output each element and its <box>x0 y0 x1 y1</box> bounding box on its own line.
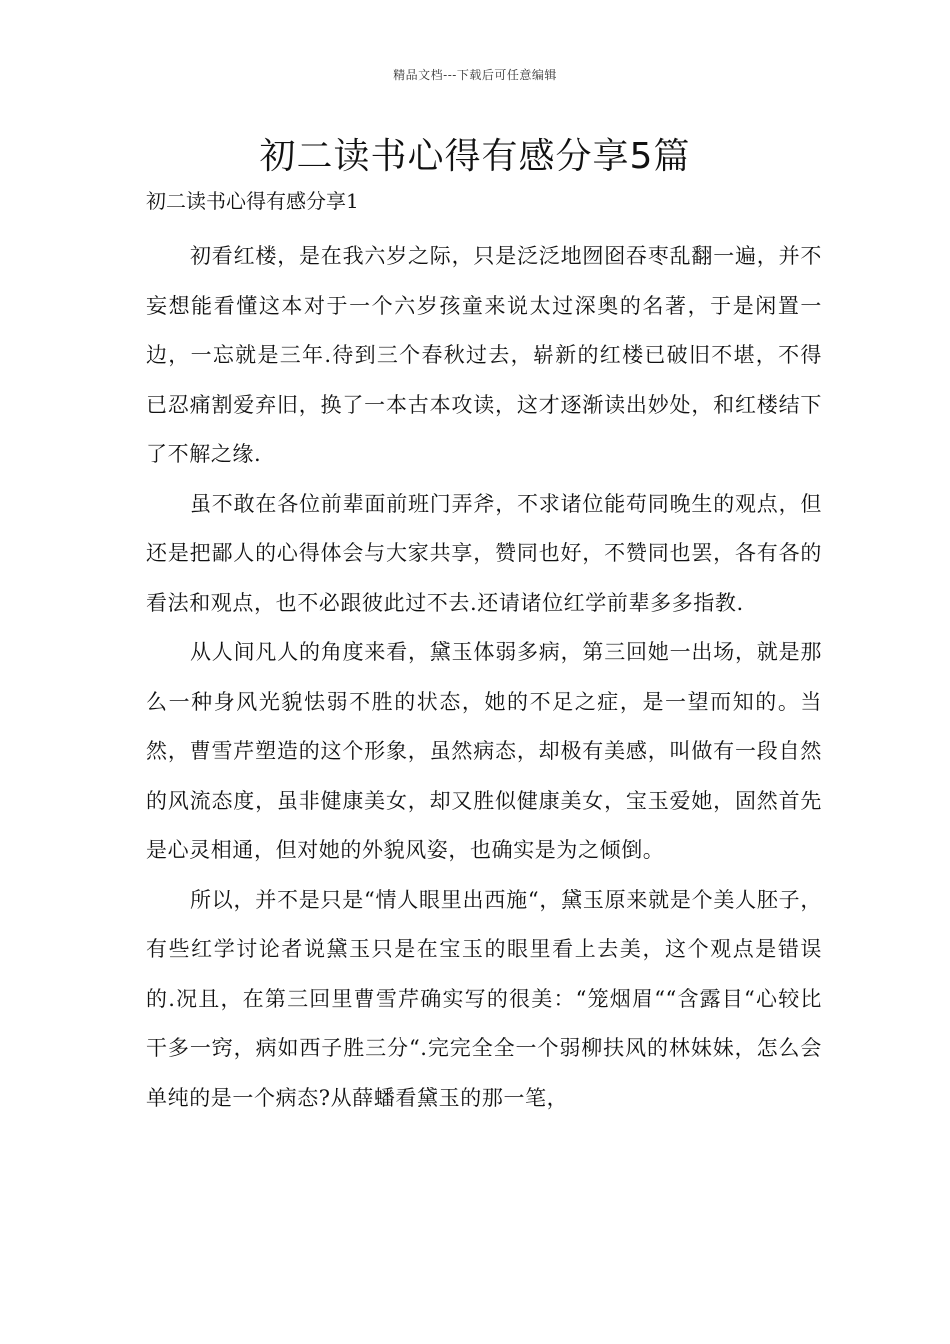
paragraph: 初看红楼，是在我六岁之际，只是泛泛地囫囵吞枣乱翻一遍，并不妄想能看懂这本对于一个六岁孩童来说太过深奥的名著，于是闲置一边，一忘就是三年.待到三个春秋过去，崭新的红楼已破旧不堪，不得已忍痛割爱弃旧，换了一本古本攻读，这才逐渐读出妙处，和红楼结下了不解之缘. <box>146 244 822 466</box>
section-heading: 初二读书心得有感分享1 <box>146 189 359 213</box>
header-note: 精品文档---下载后可任意编辑 <box>393 68 557 82</box>
paragraph: 所以，并不是只是“情人眼里出西施“，黛玉原来就是个美人胚子，有些红学讨论者说黛玉只是在宝玉的眼里看上去美，这个观点是错误的.况且，在第三回里曹雪芹确实写的很美：“笼烟眉““含露目“心较比干多一窍，病如西子胜三分“.完完全全一个弱柳扶风的林妹妹，怎么会单纯的是一个病态?从薛蟠看黛玉的那一笔， <box>146 887 822 1110</box>
paragraph: 从人间凡人的角度来看，黛玉体弱多病，第三回她一出场，就是那么一种身风光貌怯弱不胜的状态，她的不足之症，是一望而知的。当然，曹雪芹塑造的这个形象，虽然病态，却极有美感，叫做有一段自然的风流态度，虽非健康美女，却又胜似健康美女，宝玉爱她，固然首先是心灵相通，但对她的外貌风姿，也确实是为之倾倒。 <box>146 640 822 862</box>
document-title: 初二读书心得有感分享5篇 <box>259 136 691 177</box>
paragraph: 虽不敢在各位前辈面前班门弄斧，不求诸位能苟同晚生的观点，但还是把鄙人的心得体会与大家共享，赞同也好，不赞同也罢，各有各的看法和观点，也不必跟彼此过不去.还请诸位红学前辈多多指教. <box>146 491 822 615</box>
body-text <box>146 232 822 1123</box>
